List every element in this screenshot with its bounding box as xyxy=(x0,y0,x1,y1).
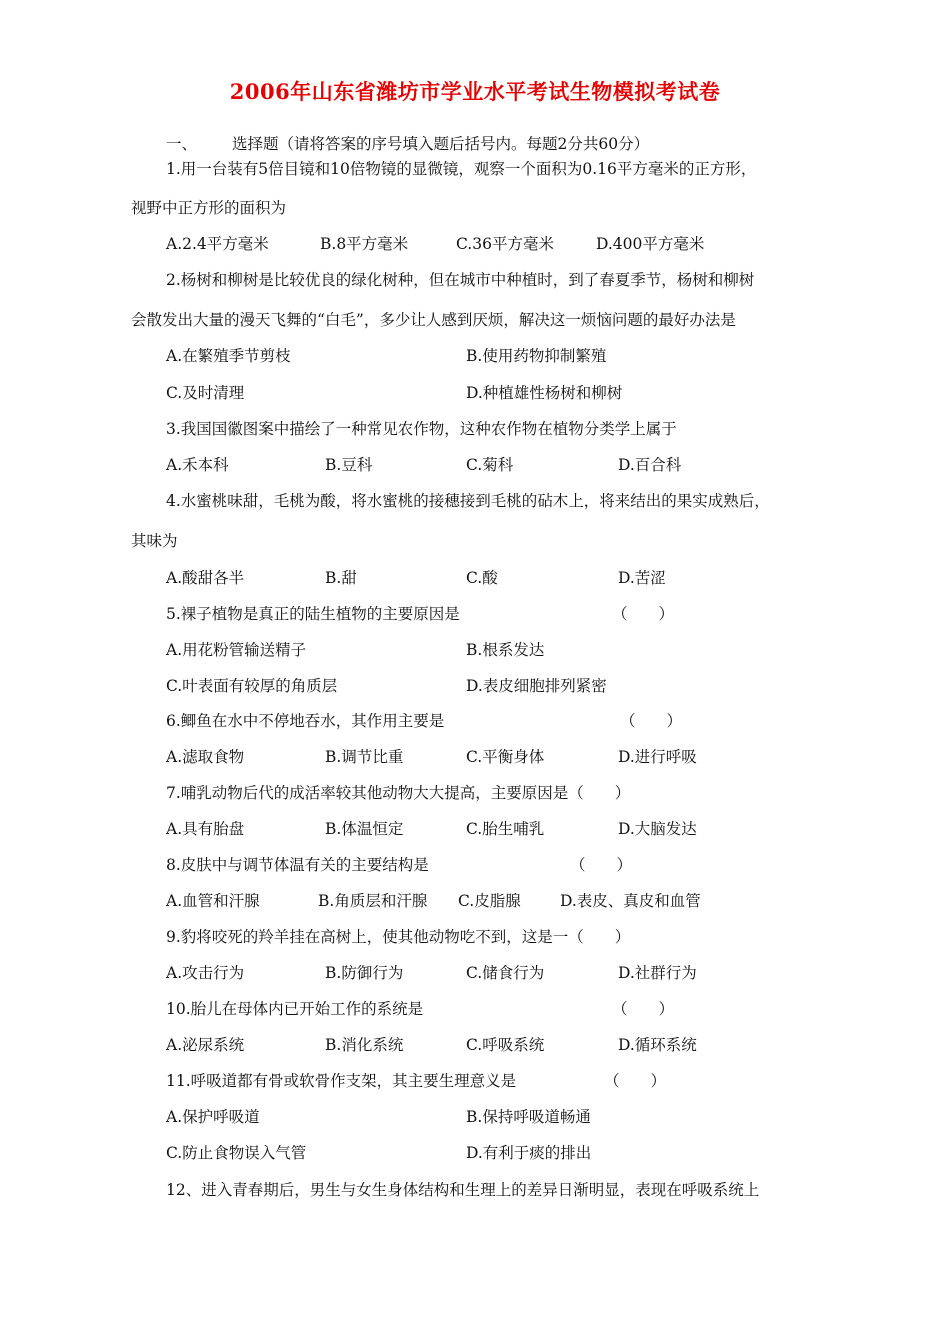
question-8-option-c: C.皮脂腺 xyxy=(458,892,521,910)
question-9-option-d: D.社群行为 xyxy=(618,964,697,982)
question-4-option-d: D.苦涩 xyxy=(618,569,666,587)
question-11-option-c: C.防止食物误入气管 xyxy=(166,1144,307,1162)
question-11-answer-bracket: （ ） xyxy=(604,1072,667,1090)
question-8-line-1: 8.皮肤中与调节体温有关的主要结构是 xyxy=(166,856,429,874)
question-1-option-b: B.8平方毫米 xyxy=(320,235,409,253)
question-1-option-a: A.2.4平方毫米 xyxy=(166,235,269,253)
question-2-option-d: D.种植雄性杨树和柳树 xyxy=(466,384,623,402)
question-8-option-d: D.表皮、真皮和血管 xyxy=(560,892,701,910)
question-2-option-b: B.使用药物抑制繁殖 xyxy=(466,347,607,365)
question-11-option-a: A.保护呼吸道 xyxy=(166,1108,260,1126)
question-7-option-d: D.大脑发达 xyxy=(618,820,697,838)
question-4-option-a: A.酸甜各半 xyxy=(166,569,245,587)
question-4-option-c: C.酸 xyxy=(466,569,498,587)
question-6-option-b: B.调节比重 xyxy=(325,748,404,766)
section-heading: 选择题（请将答案的序号填入题后括号内。每题2分共60分） xyxy=(232,135,650,153)
question-4-option-b: B.甜 xyxy=(325,569,357,587)
question-6-answer-bracket: （ ） xyxy=(620,712,683,730)
question-1-line-2: 视野中正方形的面积为 xyxy=(131,199,287,217)
page-title: 2006年山东省潍坊市学业水平考试生物模拟考试卷 xyxy=(229,79,721,104)
question-8-option-a: A.血管和汗腺 xyxy=(166,892,260,910)
question-10-option-a: A.泌尿系统 xyxy=(166,1036,245,1054)
question-3-option-b: B.豆科 xyxy=(325,456,373,474)
question-11-option-d: D.有利于痰的排出 xyxy=(466,1144,592,1162)
question-2-option-a: A.在繁殖季节剪枝 xyxy=(166,347,291,365)
question-10-option-d: D.循环系统 xyxy=(618,1036,697,1054)
question-9-option-a: A.攻击行为 xyxy=(166,964,245,982)
question-7-option-a: A.具有胎盘 xyxy=(166,820,245,838)
question-12-line-1: 12、进入青春期后，男生与女生身体结构和生理上的差异日渐明显，表现在呼吸系统上 xyxy=(166,1181,760,1199)
question-7-option-b: B.体温恒定 xyxy=(325,820,404,838)
question-10-line-1: 10.胎儿在母体内已开始工作的系统是 xyxy=(166,1000,424,1018)
question-5-option-a: A.用花粉管输送精子 xyxy=(166,641,307,659)
question-3-option-d: D.百合科 xyxy=(618,456,682,474)
question-11-line-1: 11.呼吸道都有骨或软骨作支架，其主要生理意义是 xyxy=(166,1072,517,1090)
question-9-line-1: 9.豹将咬死的羚羊挂在高树上，使其他动物吃不到，这是一（ ） xyxy=(166,928,631,946)
question-1-line-1: 1.用一台装有5倍目镜和10倍物镜的显微镜，观察一个面积为0.16平方毫米的正方形， xyxy=(166,160,757,178)
question-5-answer-bracket: （ ） xyxy=(612,605,675,623)
question-10-option-b: B.消化系统 xyxy=(325,1036,404,1054)
question-10-answer-bracket: （ ） xyxy=(612,1000,675,1018)
question-5-line-1: 5.裸子植物是真正的陆生植物的主要原因是 xyxy=(166,605,460,623)
question-6-option-c: C.平衡身体 xyxy=(466,748,545,766)
question-9-option-c: C.储食行为 xyxy=(466,964,545,982)
question-6-option-a: A.滤取食物 xyxy=(166,748,245,766)
question-2-option-c: C.及时清理 xyxy=(166,384,245,402)
question-2-line-1: 2.杨树和柳树是比较优良的绿化树种，但在城市中种植时，到了春夏季节，杨树和柳树 xyxy=(166,271,755,289)
question-1-option-d: D.400平方毫米 xyxy=(596,235,705,253)
question-8-option-b: B.角质层和汗腺 xyxy=(318,892,428,910)
question-9-option-b: B.防御行为 xyxy=(325,964,404,982)
question-6-line-1: 6.鲫鱼在水中不停地吞水，其作用主要是 xyxy=(166,712,445,730)
question-2-line-2: 会散发出大量的漫天飞舞的“白毛”，多少让人感到厌烦，解决这一烦恼问题的最好办法是 xyxy=(131,311,736,329)
question-3-option-c: C.菊科 xyxy=(466,456,514,474)
question-4-line-2: 其味为 xyxy=(131,532,178,550)
question-1-option-c: C.36平方毫米 xyxy=(456,235,554,253)
question-8-answer-bracket: （ ） xyxy=(570,856,633,874)
question-7-line-1: 7.哺乳动物后代的成活率较其他动物大大提高，主要原因是（ ） xyxy=(166,784,631,802)
question-11-option-b: B.保持呼吸道畅通 xyxy=(466,1108,591,1126)
question-5-option-d: D.表皮细胞排列紧密 xyxy=(466,677,607,695)
question-7-option-c: C.胎生哺乳 xyxy=(466,820,545,838)
question-3-option-a: A.禾本科 xyxy=(166,456,229,474)
question-10-option-c: C.呼吸系统 xyxy=(466,1036,545,1054)
question-5-option-c: C.叶表面有较厚的角质层 xyxy=(166,677,338,695)
question-5-option-b: B.根系发达 xyxy=(466,641,545,659)
question-3-line-1: 3.我国国徽图案中描绘了一种常见农作物，这种农作物在植物分类学上属于 xyxy=(166,420,677,438)
question-4-line-1: 4.水蜜桃味甜，毛桃为酸，将水蜜桃的接穗接到毛桃的砧木上，将来结出的果实成熟后， xyxy=(166,492,770,510)
question-6-option-d: D.进行呼吸 xyxy=(618,748,697,766)
section-number: 一、 xyxy=(166,135,198,153)
